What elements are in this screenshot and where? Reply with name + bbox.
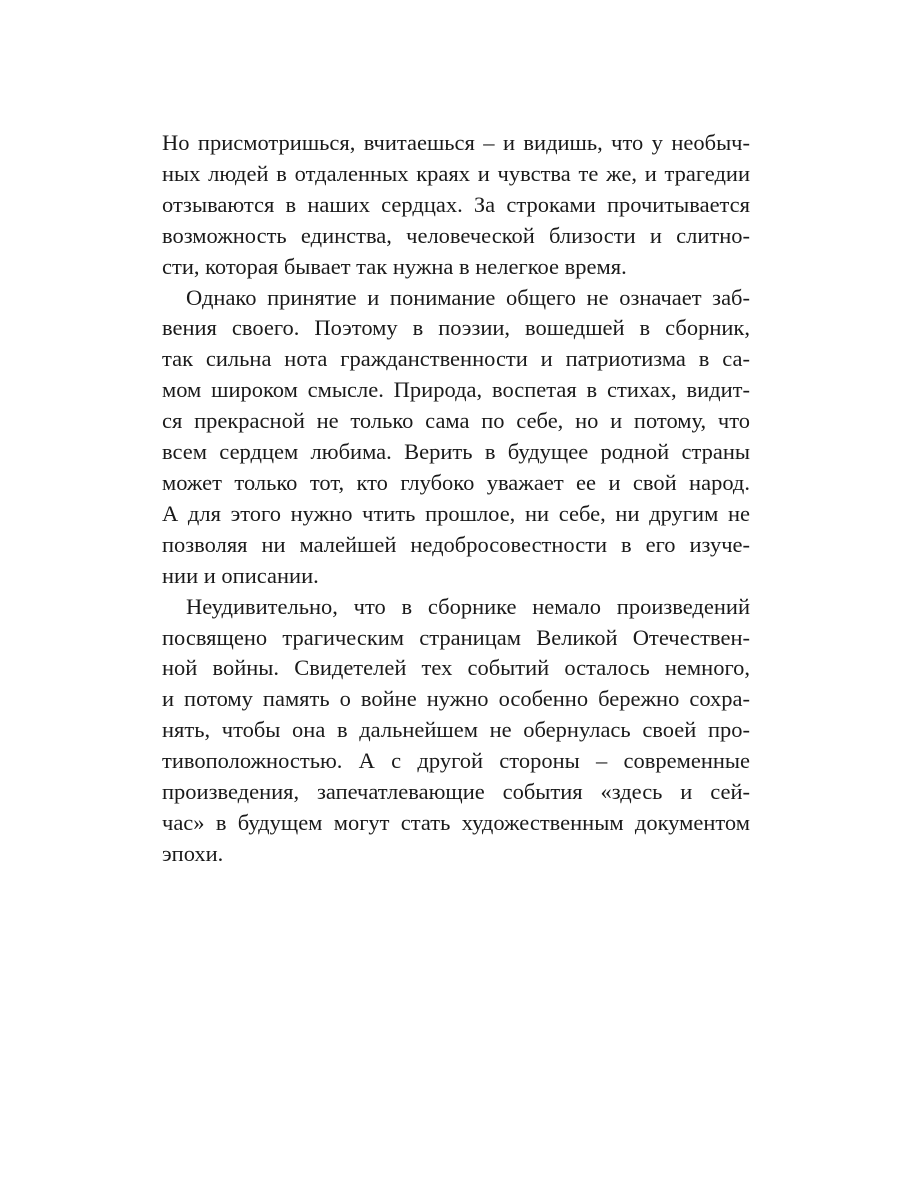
text-line: всем сердцем любима. Верить в будущее родной страны [162, 439, 750, 465]
text-line: Однако принятие и понимание общего не означает заб- [186, 284, 750, 310]
text-line: отзываются в наших сердцах. За строками прочитывается [162, 191, 750, 217]
text-line: произведения, запечатлевающие события «здесь и сей- [162, 779, 750, 805]
text-line: Но присмотришься, вчитаешься – и видишь, что у необыч- [162, 130, 750, 155]
text-line: нии и описании. [162, 562, 319, 588]
paragraph-2 [162, 283, 750, 592]
text-line: тивоположностью. А с другой стороны – современные [162, 748, 750, 774]
text-line: может только тот, кто глубоко уважает ее и свой народ. [162, 469, 750, 495]
text-line: ных людей в отдаленных краях и чувства те же, и трагедии [162, 160, 750, 186]
text-line: посвящено трагическим страницам Великой Отечествен- [162, 624, 750, 650]
text-line: сти, которая бывает так нужна в нелегкое время. [162, 253, 627, 279]
text-line: возможность единства, человеческой близости и слитно- [162, 222, 750, 248]
text-line: и потому память о войне нужно особенно бережно сохра- [162, 686, 750, 712]
paragraph-1 [162, 128, 750, 283]
text-line: ной войны. Свидетелей тех событий осталось немного, [162, 655, 750, 681]
text-line: мом широком смысле. Природа, воспетая в стихах, видит- [162, 377, 750, 403]
text-line: Неудивительно, что в сборнике немало произведений [186, 593, 750, 619]
text-line: А для этого нужно чтить прошлое, ни себе, ни другим не [162, 500, 750, 526]
text-line: так сильна нота гражданственности и патриотизма в са- [162, 346, 750, 372]
text-line: эпохи. [162, 840, 224, 866]
paragraph-3 [162, 592, 750, 870]
text-line: час» в будущем могут стать художественным документом [162, 809, 750, 835]
text-line: нять, чтобы она в дальнейшем не обернулась своей про- [162, 717, 750, 743]
body-text [162, 128, 750, 870]
text-line: ся прекрасной не только сама по себе, но и потому, что [162, 408, 750, 434]
text-line: позволяя ни малейшей недобросовестности в его изуче- [162, 531, 750, 557]
text-line: вения своего. Поэтому в поэзии, вошедшей в сборник, [162, 315, 750, 341]
